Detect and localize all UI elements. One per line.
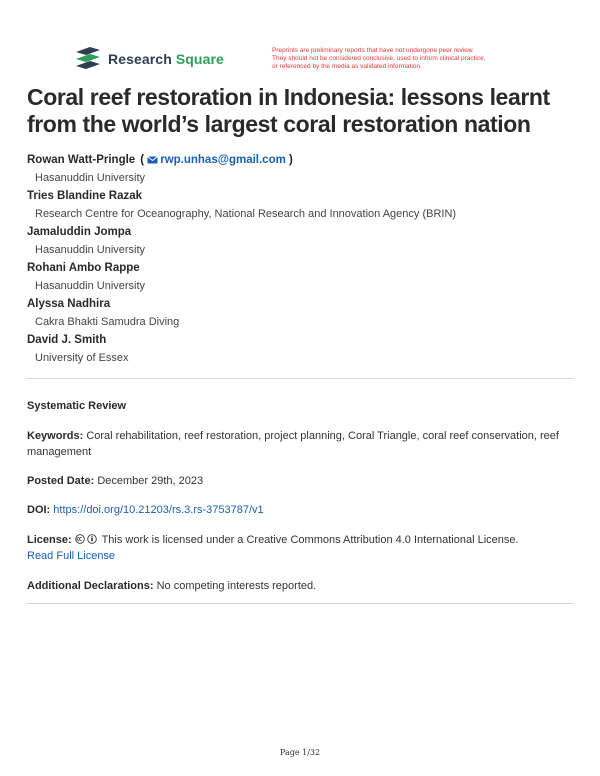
author-entry [27,223,572,259]
doi-link[interactable]: https://doi.org/10.21203/rs.3.rs-3753787/v1 [53,504,264,516]
declarations-label: Additional Declarations: [27,580,154,592]
license-text: This work is licensed under a Creative Commons Attribution 4.0 International License. [101,534,519,546]
author-affiliation: Cakra Bhakti Samudra Diving [35,316,180,328]
posted-date-value: December 29th, 2023 [97,475,204,487]
doi-label: DOI: [27,504,51,516]
author-entry [27,259,572,295]
logo-text-square: Square [175,51,224,67]
author-name: Jamaluddin Jompa [27,226,132,238]
author-email-link[interactable]: rwp.unhas@gmail.com [160,154,286,166]
keywords-label: Keywords: [27,430,84,442]
author-affiliation: Research Centre for Oceanography, National Research and Innovation Agency (BRIN) [35,208,457,220]
author-entry [27,331,572,367]
author-name: Rohani Ambo Rappe [27,262,140,274]
divider [27,378,573,379]
paper-title: Coral reef restoration in Indonesia: lessons learnt from the world’s largest coral restoration nation [27,84,550,137]
author-affiliation: Hasanuddin University [35,172,146,184]
page-number: Page 1/32 [279,748,321,757]
author-name: Rowan Watt-Pringle [27,154,136,166]
doi-section [27,502,573,518]
author-name: Tries Blandine Razak [27,190,143,202]
author-entry [27,295,572,331]
license-section [27,532,573,564]
disclaimer-line: or referenced by the media as validated information. [272,63,422,70]
author-email-group: ( rwp.unhas@gmail.com ) [140,154,293,166]
logo-text-research: Research [108,51,172,67]
author-affiliation: Hasanuddin University [35,244,146,256]
research-square-logo-icon [74,46,102,72]
author-list [27,151,572,367]
author-name: David J. Smith [27,334,107,346]
keywords-value: Coral rehabilitation, reef restoration, project planning, Coral Triangle, coral reef conservation, reef management [27,430,559,458]
attribution-icon [87,534,97,544]
logo-text [108,51,224,67]
author-affiliation: Hasanuddin University [35,280,146,292]
declarations-value: No competing interests reported. [156,580,317,592]
read-full-license-link[interactable]: Read Full License [27,550,116,562]
keywords-section [27,428,573,460]
author-entry [27,151,572,187]
disclaimer-line: They should not be considered conclusive, used to inform clinical practice, [272,55,486,62]
author-affiliation: University of Essex [35,352,129,364]
research-square-logo[interactable] [74,46,224,72]
article-type-label: Systematic Review [27,400,127,412]
declarations-section [27,578,573,594]
posted-date-section [27,473,573,489]
author-entry [27,187,572,223]
article-type [27,398,573,414]
mail-icon [147,156,158,164]
license-label: License: [27,534,72,546]
creative-commons-icon [75,534,85,544]
posted-date-label: Posted Date: [27,475,95,487]
preprint-disclaimer [272,47,542,71]
disclaimer-line: Preprints are preliminary reports that have not undergone peer review. [272,47,474,54]
divider [27,603,573,604]
author-name: Alyssa Nadhira [27,298,111,310]
